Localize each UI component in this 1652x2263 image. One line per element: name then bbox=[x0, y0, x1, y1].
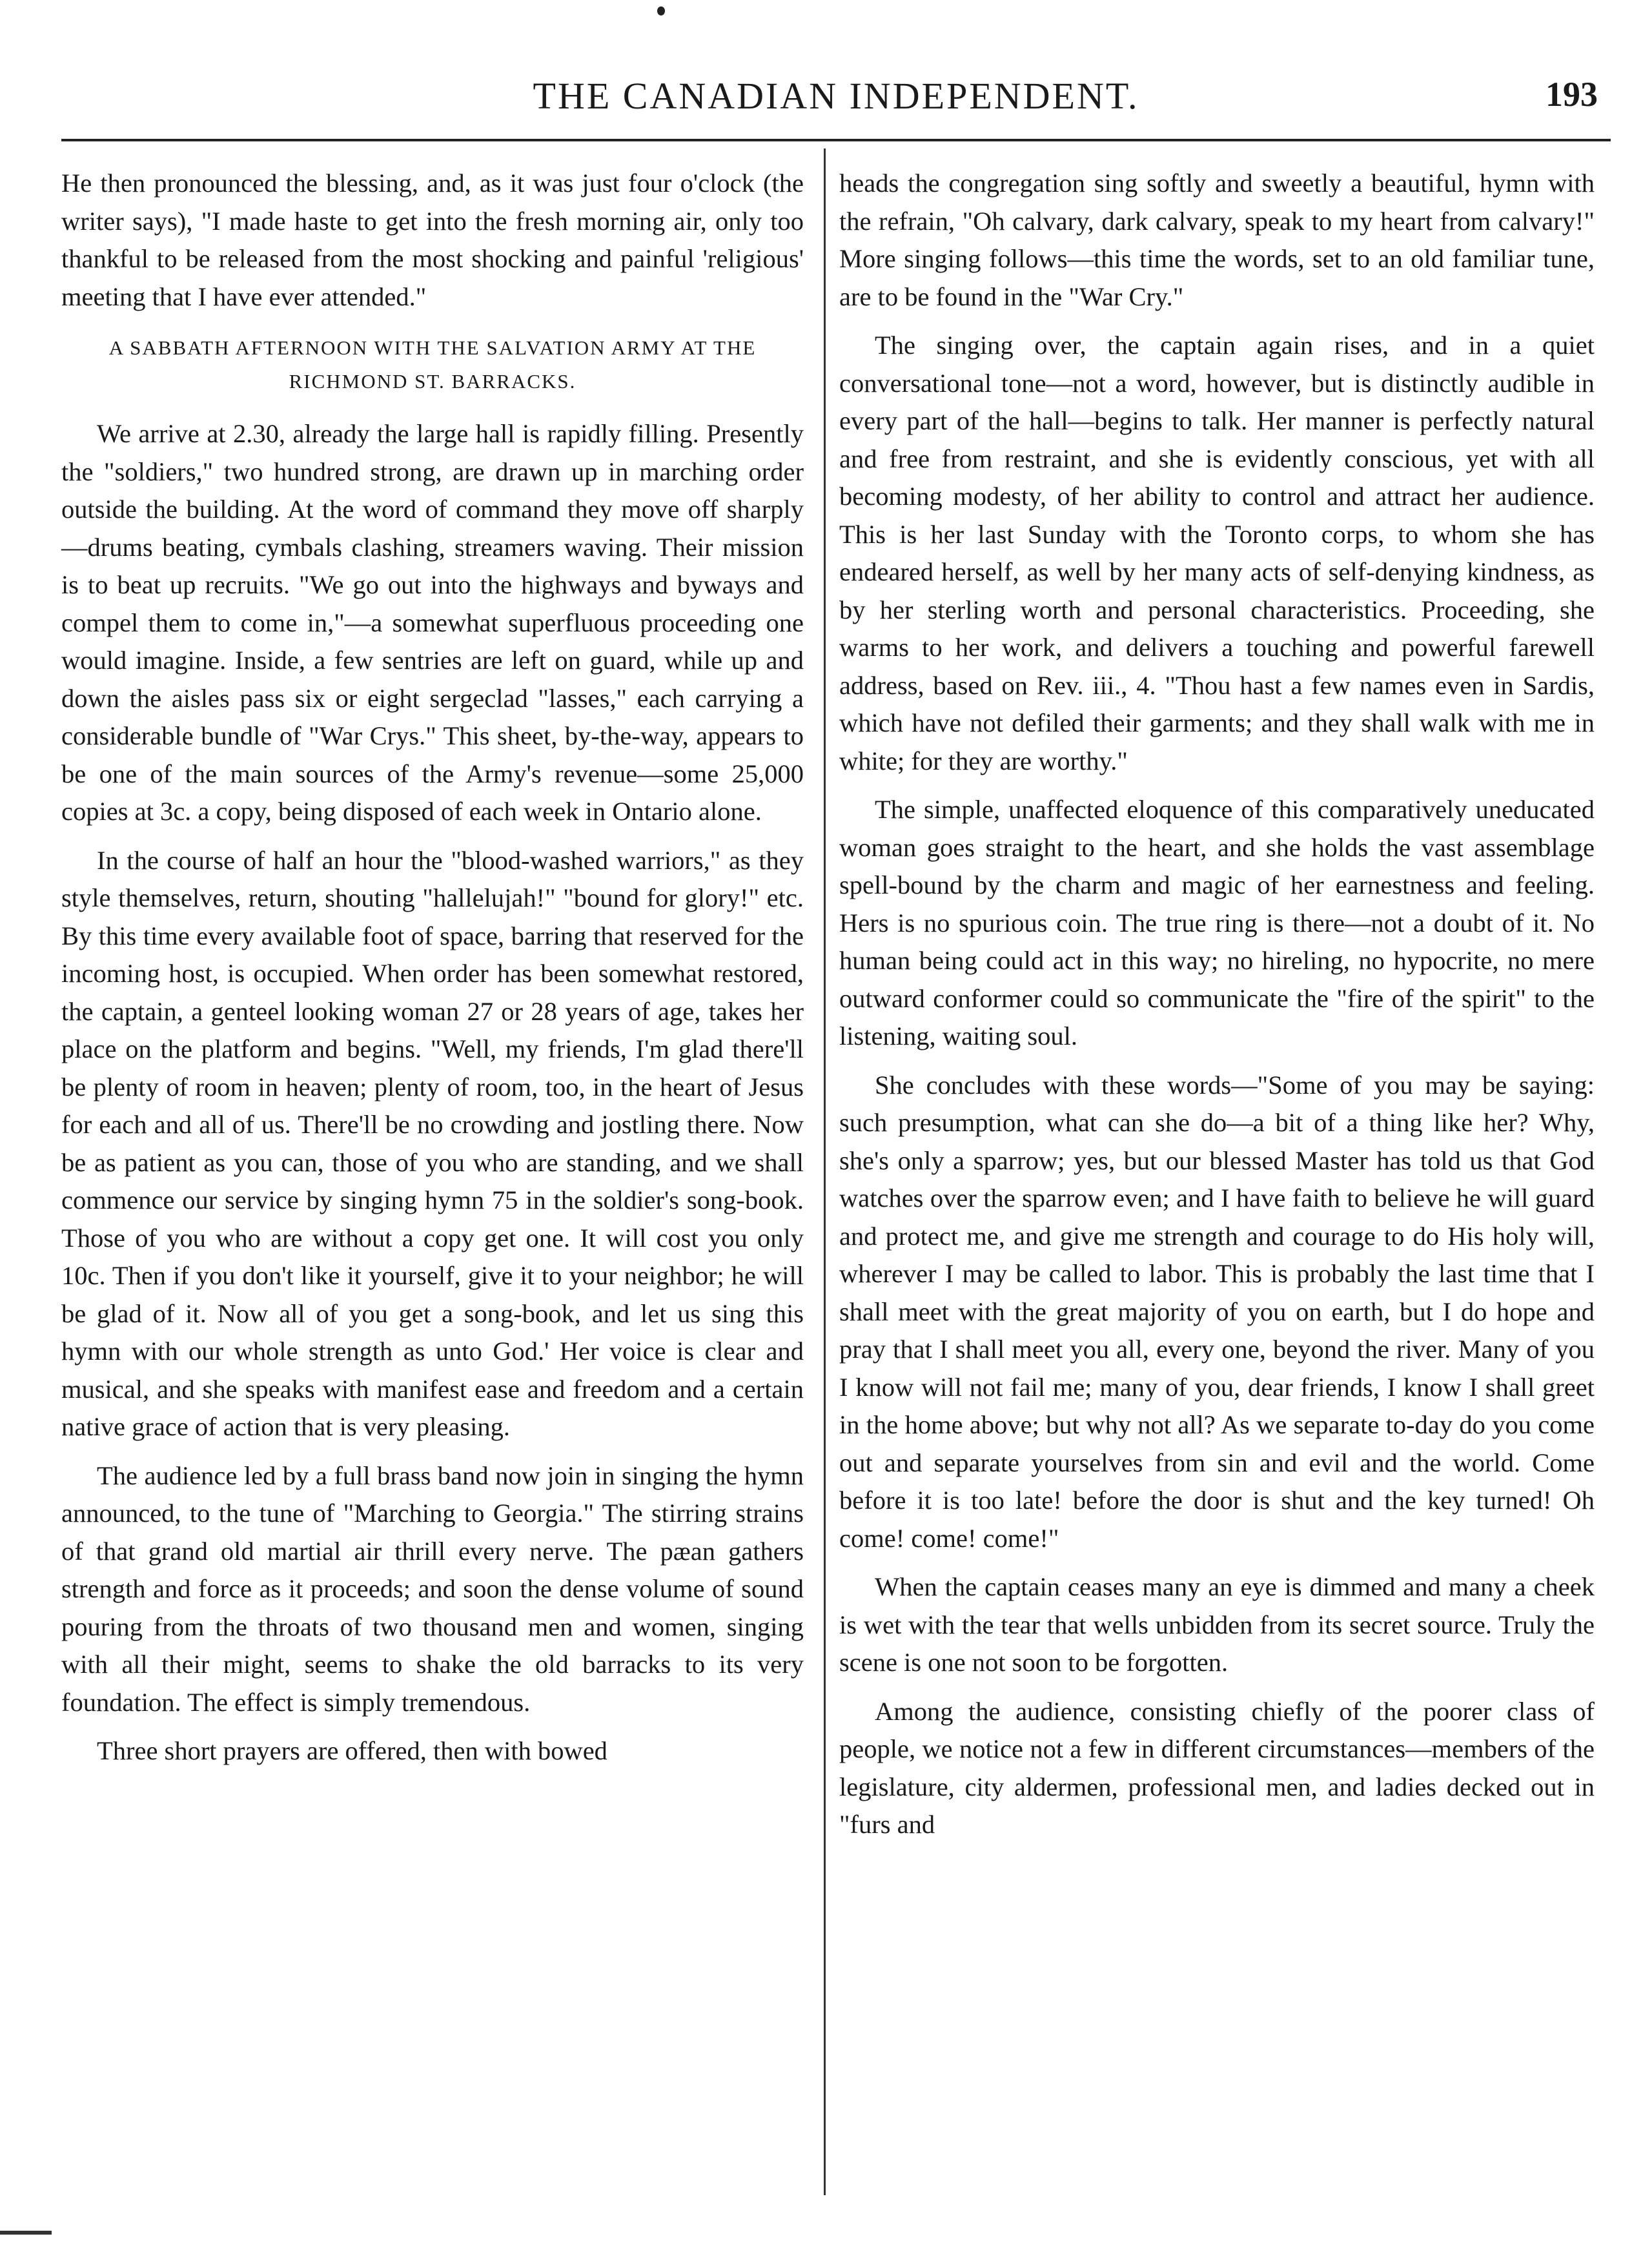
paragraph: The audience led by a full brass band now join in singing the hymn announced, to the tune of "Marching to Georgia." The stirring strains of that grand old martial air thrill every nerve. The pæan gathers strength and force as it proceeds; and soon the dense volume of sound pouring from the throats of two thousand men and women, singing with all their might, seems to shake the old barracks to its very foundation. The effect is simply tremendous. bbox=[61, 1460, 804, 1717]
column-rule bbox=[824, 148, 826, 2195]
paragraph: Three short prayers are offered, then with bowed bbox=[97, 1736, 607, 1765]
margin-mark bbox=[0, 2231, 52, 2235]
paragraph: The singing over, the captain again rises, and in a quiet conversational tone—not a word, however, but is distinctly audible in every part of the hall—begins to talk. Her manner is perfectly natural and free from restraint, and she is evidently conscious, yet with all becoming modesty, of her ability to control and attract her audience. This is her last Sunday with the Toronto corps, to whom she has endeared herself, as well by her many acts of self-denying kindness, as by her sterling worth and personal characteristics. Proceeding, she warms to her work, and delivers a touching and powerful farewell address, based on Rev. iii., 4. "Thou hast a few names even in Sardis, which have not defiled their garments; and they shall walk with me in white; for they are worthy." bbox=[839, 331, 1595, 775]
paragraph: The simple, unaffected eloquence of this comparatively uneducated woman goes straight to the heart, and she holds the vast assemblage spell-bound by the charm and magic of her earnestness and feeling. Hers is no spurious coin. The true ring is there—not a doubt of it. No human being could act in this way; no hireling, no hypocrite, no mere outward conformer could so communicate the "fire of the spirit" to the listening, waiting soul. bbox=[839, 795, 1595, 1050]
right-column bbox=[839, 165, 1595, 1855]
paragraph: She concludes with these words—"Some of you may be saying: such presumption, what can she do—a bit of a thing like her? Why, she's only a sparrow; yes, but our blessed Master has told us that God watches over the sparrow even; and I have faith to believe he will guard and protect me, and give me strength and courage to do His holy will, wherever I may be called to labor. This is probably the last time that I shall meet with the great majority of you on earth, but I do hope and pray that I shall meet you all, every one, beyond the river. Many of you I know will not fail me; many of you, dear friends, I know I shall greet in the home above; but why not all? As we separate to-day do you come out and separate yourselves from sin and evil and the world. Come before it is too late! before the door is shut and the key turned! Oh come! come! come!" bbox=[839, 1070, 1595, 1553]
page-header bbox=[61, 61, 1611, 132]
section-subheading: A SABBATH AFTERNOON WITH THE SALVATION ARMY AT THE RICHMOND ST. BARRACKS. bbox=[108, 336, 757, 393]
paragraph: heads the congregation sing softly and sweetly a beautiful, hymn with the refrain, "Oh calvary, dark calvary, speak to my heart from calvary!" More singing follows—this time the words, set to an old familiar tune, are to be found in the "War Cry." bbox=[839, 169, 1595, 311]
running-title: THE CANADIAN INDEPENDENT. bbox=[533, 75, 1139, 117]
printer-mark bbox=[657, 6, 665, 15]
paragraph: He then pronounced the blessing, and, as it was just four o'clock (the writer says), "I made haste to get into the fresh morning air, only too thankful to be released from the most shocking and painful 'religious' meeting that I have ever attended." bbox=[61, 169, 804, 311]
paragraph: In the course of half an hour the "blood-washed warriors," as they style themselves, return, shouting "hallelujah!" "bound for glory!" etc. By this time every available foot of space, barring that reserved for the incoming host, is occupied. When order has been somewhat restored, the captain, a genteel looking woman 27 or 28 years of age, takes her place on the platform and begins. "Well, my friends, I'm glad there'll be plenty of room in heaven; plenty of room, too, in the heart of Jesus for each and all of us. There'll be no crowding and jostling there. Now be as patient as you can, those of you who are standing, and we shall commence our service by singing hymn 75 in the soldier's song-book. Those of you who are without a copy get one. It will cost you only 10c. Then if you don't like it yourself, give it to your neighbor; he will be glad of it. Now all of you get a song-book, and let us sing this hymn with our whole strength as unto God.' Her voice is clear and musical, and she speaks with manifest ease and freedom and a certain native grace of action that is very pleasing. bbox=[61, 845, 804, 1441]
paragraph: When the captain ceases many an eye is dimmed and many a cheek is wet with the tear that wells unbidden from its secret source. Truly the scene is one not soon to be forgotten. bbox=[839, 1572, 1595, 1677]
paragraph: Among the audience, consisting chiefly of the poorer class of people, we notice not a few in different circumstances—members of the legislature, city aldermen, professional men, and ladies decked out in "furs and bbox=[839, 1696, 1595, 1839]
left-column bbox=[61, 165, 804, 1781]
header-rule bbox=[61, 139, 1611, 141]
page-number: 193 bbox=[1545, 75, 1598, 114]
paragraph: We arrive at 2.30, already the large hall is rapidly filling. Presently the "soldiers," two hundred strong, are drawn up in marching order outside the building. At the word of command they move off sharply—drums beating, cymbals clashing, streamers waving. Their mission is to beat up recruits. "We go out into the highways and byways and compel them to come in,"—a somewhat superfluous proceeding one would imagine. Inside, a few sentries are left on guard, while up and down the aisles pass six or eight sergeclad "lasses," each carrying a considerable bundle of "War Crys." This sheet, by-the-way, appears to be one of the main sources of the Army's revenue—some 25,000 copies at 3c. a copy, being disposed of each week in Ontario alone. bbox=[61, 419, 804, 826]
